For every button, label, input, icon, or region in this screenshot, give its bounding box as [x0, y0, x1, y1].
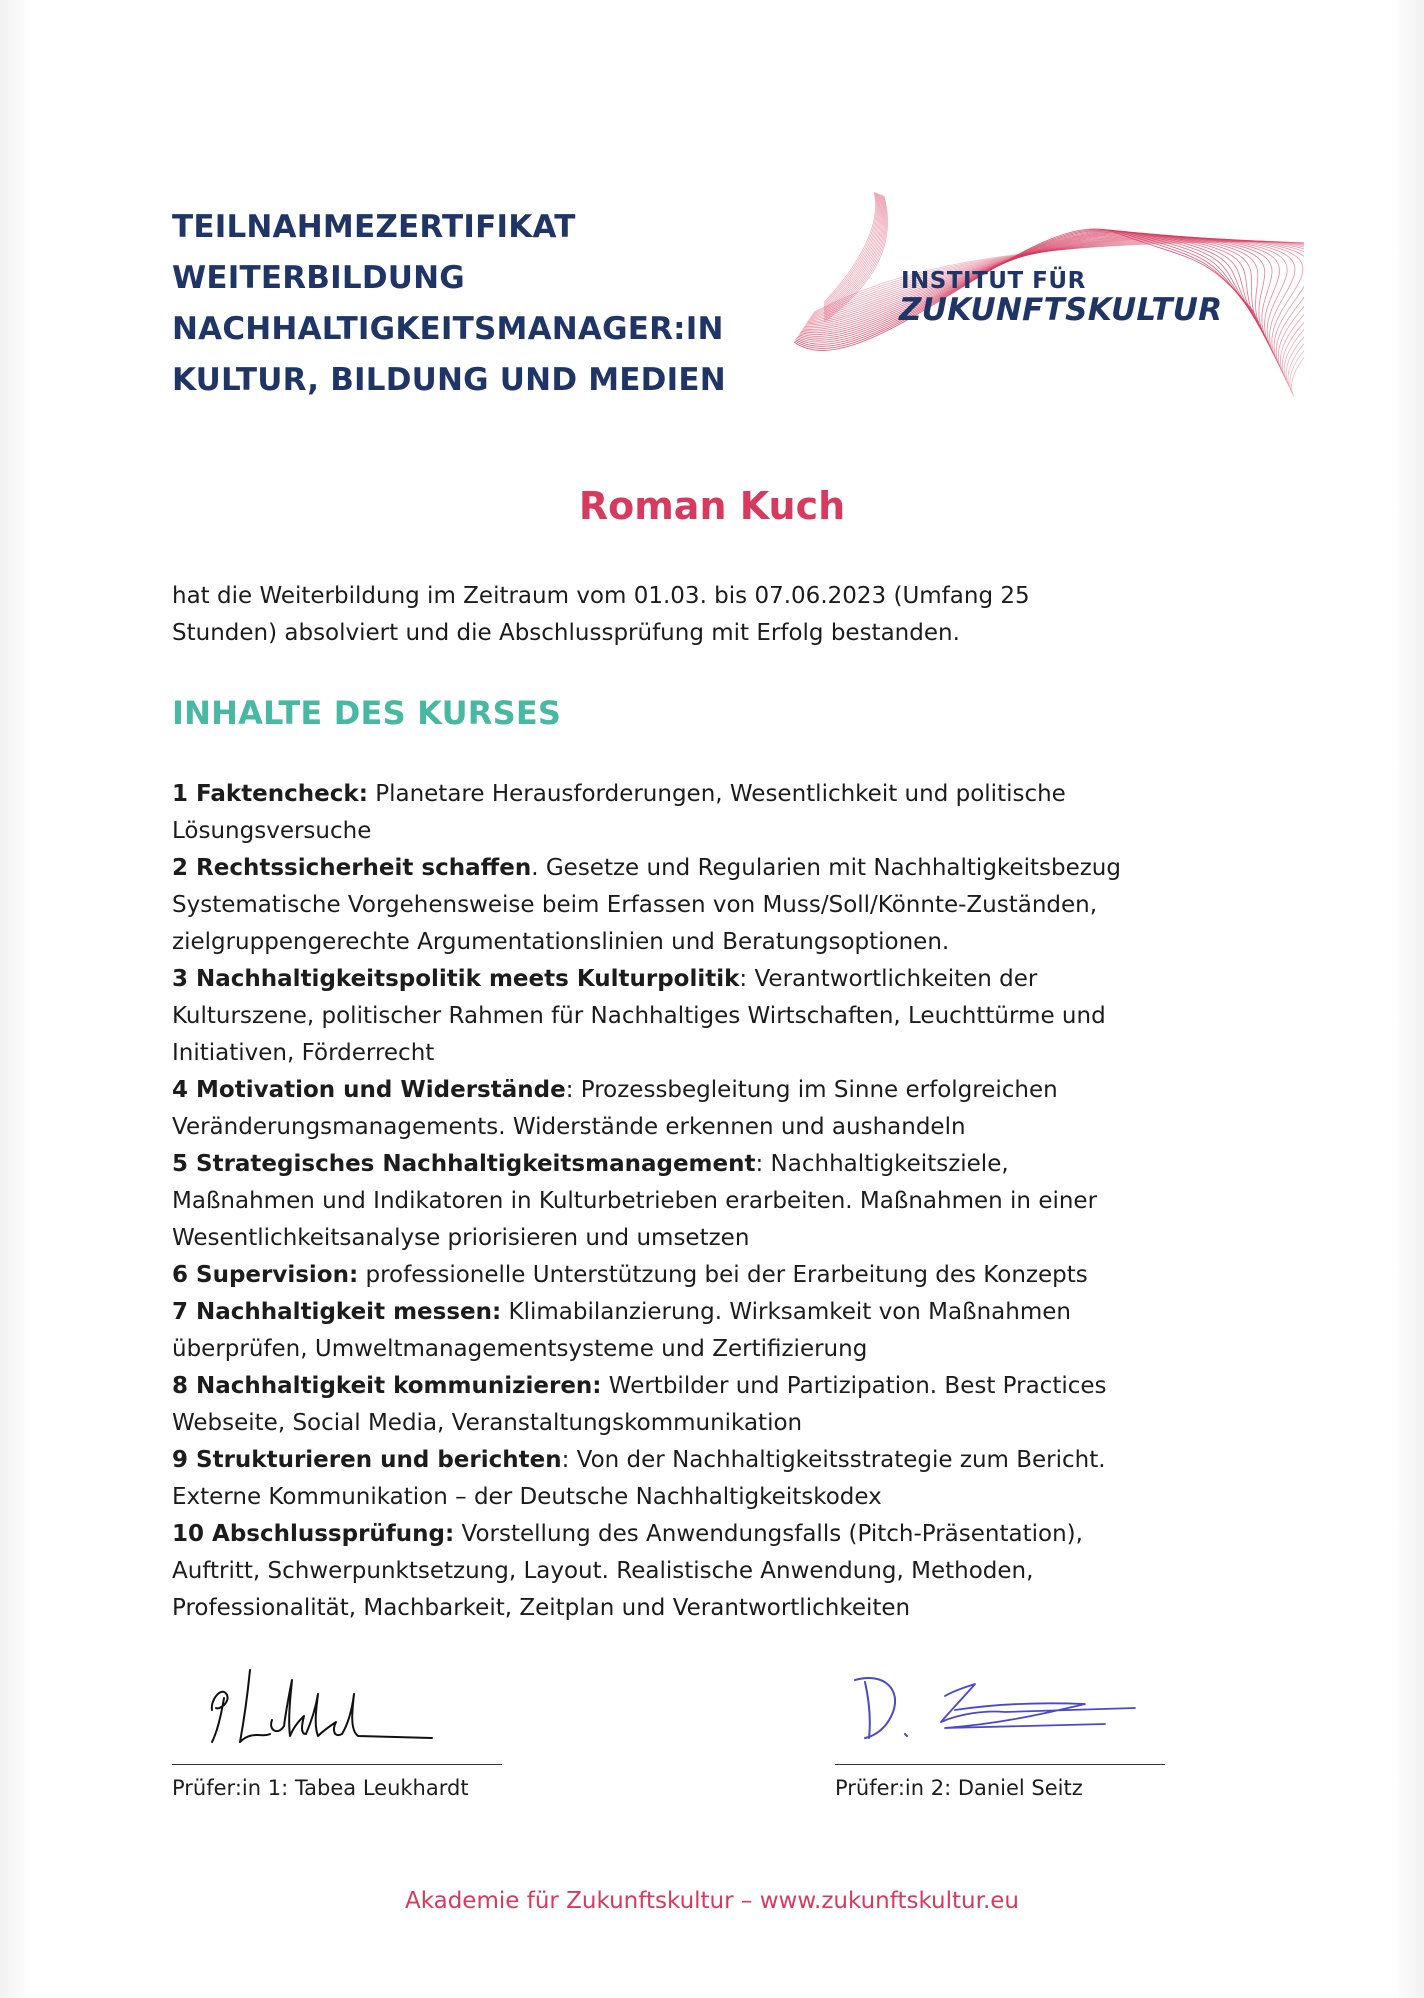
module-text: Professionalität, Machbarkeit, Zeitplan und Verantwortlichkeiten: [172, 1595, 911, 1621]
module-title: 2 Rechtssicherheit schaffen: [172, 855, 532, 881]
examiner-1-block: [172, 1650, 532, 1830]
module-line: [172, 887, 1292, 924]
module-text: professionelle Unterstützung bei der Erarbeitung des Konzepts: [358, 1262, 1088, 1288]
module-line: [172, 1442, 1292, 1479]
completion-statement: [172, 578, 1252, 652]
signature-line: [835, 1764, 1165, 1765]
module-text: Klimabilanzierung. Wirksamkeit von Maßnahmen: [501, 1299, 1071, 1325]
module-title: 1 Faktencheck:: [172, 781, 368, 807]
module-line: [172, 1368, 1292, 1405]
module-text: Wertbilder und Partizipation. Best Practices: [601, 1373, 1107, 1399]
module-text: Lösungsversuche: [172, 818, 372, 844]
module-line: [172, 1146, 1292, 1183]
page-edge-right: [1394, 0, 1424, 1998]
signature-tabea-leukhardt: [172, 1650, 532, 1760]
module-text: Kulturszene, politischer Rahmen für Nachhaltiges Wirtschaften, Leuchttürme und: [172, 1003, 1106, 1029]
logo-text-zukunftskultur: ZUKUNFTSKULTUR: [899, 292, 1223, 328]
module-title: 10 Abschlussprüfung:: [172, 1521, 455, 1547]
module-text: Initiativen, Förderrecht: [172, 1040, 435, 1066]
module-line: [172, 1331, 1292, 1368]
module-line: [172, 1257, 1292, 1294]
module-line: [172, 1109, 1292, 1146]
module-text: Maßnahmen und Indikatoren in Kulturbetrieben erarbeiten. Maßnahmen in einer: [172, 1188, 1098, 1214]
module-text: Wesentlichkeitsanalyse priorisieren und umsetzen: [172, 1225, 750, 1251]
module-text: Veränderungsmanagements. Widerstände erkennen und aushandeln: [172, 1114, 966, 1140]
statement-line: hat die Weiterbildung im Zeitraum vom 01.03. bis 07.06.2023 (Umfang 25: [172, 583, 1030, 609]
module-line: [172, 1035, 1292, 1072]
module-title: 4 Motivation und Widerstände: [172, 1077, 566, 1103]
module-text: Externe Kommunikation – der Deutsche Nachhaltigkeitskodex: [172, 1484, 882, 1510]
module-text: Systematische Vorgehensweise beim Erfassen von Muss/Soll/Könnte-Zuständen,: [172, 892, 1098, 918]
module-title: 8 Nachhaltigkeit kommunizieren:: [172, 1373, 602, 1399]
module-text: Webseite, Social Media, Veranstaltungskommunikation: [172, 1410, 803, 1436]
module-title: 6 Supervision:: [172, 1262, 359, 1288]
title-line: KULTUR, BILDUNG UND MEDIEN: [172, 362, 726, 398]
module-title: 7 Nachhaltigkeit messen:: [172, 1299, 502, 1325]
module-text: : Prozessbegleitung im Sinne erfolgreichen: [565, 1077, 1058, 1103]
module-line: [172, 1220, 1292, 1257]
certificate-title: [172, 202, 726, 406]
recipient-name: Roman Kuch: [578, 484, 846, 528]
module-text: : Von der Nachhaltigkeitsstrategie zum Bericht.: [561, 1447, 1106, 1473]
signature-daniel-seitz: [835, 1650, 1195, 1760]
logo-text-institut: INSTITUT FÜR: [901, 268, 1086, 294]
module-line: [172, 998, 1292, 1035]
module-text: Auftritt, Schwerpunktsetzung, Layout. Realistische Anwendung, Methoden,: [172, 1558, 1034, 1584]
course-contents-heading: INHALTE DES KURSES: [172, 694, 562, 732]
module-text: : Nachhaltigkeitsziele,: [755, 1151, 1009, 1177]
module-text: . Gesetze und Regularien mit Nachhaltigkeitsbezug: [531, 855, 1121, 881]
page-edge-left: [0, 0, 30, 1998]
module-title: 3 Nachhaltigkeitspolitik meets Kulturpolitik: [172, 966, 740, 992]
module-line: [172, 1479, 1292, 1516]
statement-line: Stunden) absolviert und die Abschlussprüfung mit Erfolg bestanden.: [172, 620, 960, 646]
module-line: [172, 1072, 1292, 1109]
module-text: Vorstellung des Anwendungsfalls (Pitch-Präsentation),: [454, 1521, 1083, 1547]
course-module-list: [172, 776, 1292, 1627]
signature-line: [172, 1764, 502, 1765]
footer-academy: Akademie für Zukunftskultur – www.zukunftskultur.eu: [404, 1888, 1020, 1914]
module-text: Planetare Herausforderungen, Wesentlichkeit und politische: [367, 781, 1066, 807]
module-line: [172, 813, 1292, 850]
module-text: zielgruppengerechte Argumentationslinien und Beratungsoptionen.: [172, 929, 950, 955]
module-line: [172, 850, 1292, 887]
module-line: [172, 1294, 1292, 1331]
logo-line: [824, 195, 885, 317]
module-line: [172, 961, 1292, 998]
title-line: WEITERBILDUNG: [172, 260, 465, 296]
module-line: [172, 1405, 1292, 1442]
title-line: NACHHALTIGKEITSMANAGER:IN: [172, 311, 724, 347]
module-line: [172, 924, 1292, 961]
module-line: [172, 776, 1292, 813]
examiner-2-block: [835, 1650, 1195, 1830]
module-line: [172, 1553, 1292, 1590]
module-title: 5 Strategisches Nachhaltigkeitsmanagement: [172, 1151, 756, 1177]
module-line: [172, 1590, 1292, 1627]
examiner-2-label: Prüfer:in 2: Daniel Seitz: [835, 1776, 1083, 1800]
module-line: [172, 1516, 1292, 1553]
module-text: überprüfen, Umweltmanagementsysteme und Zertifizierung: [172, 1336, 868, 1362]
module-title: 9 Strukturieren und berichten: [172, 1447, 562, 1473]
examiner-1-label: Prüfer:in 1: Tabea Leukhardt: [172, 1776, 469, 1800]
module-text: : Verantwortlichkeiten der: [739, 966, 1038, 992]
module-line: [172, 1183, 1292, 1220]
title-line: TEILNAHMEZERTIFIKAT: [172, 209, 576, 245]
